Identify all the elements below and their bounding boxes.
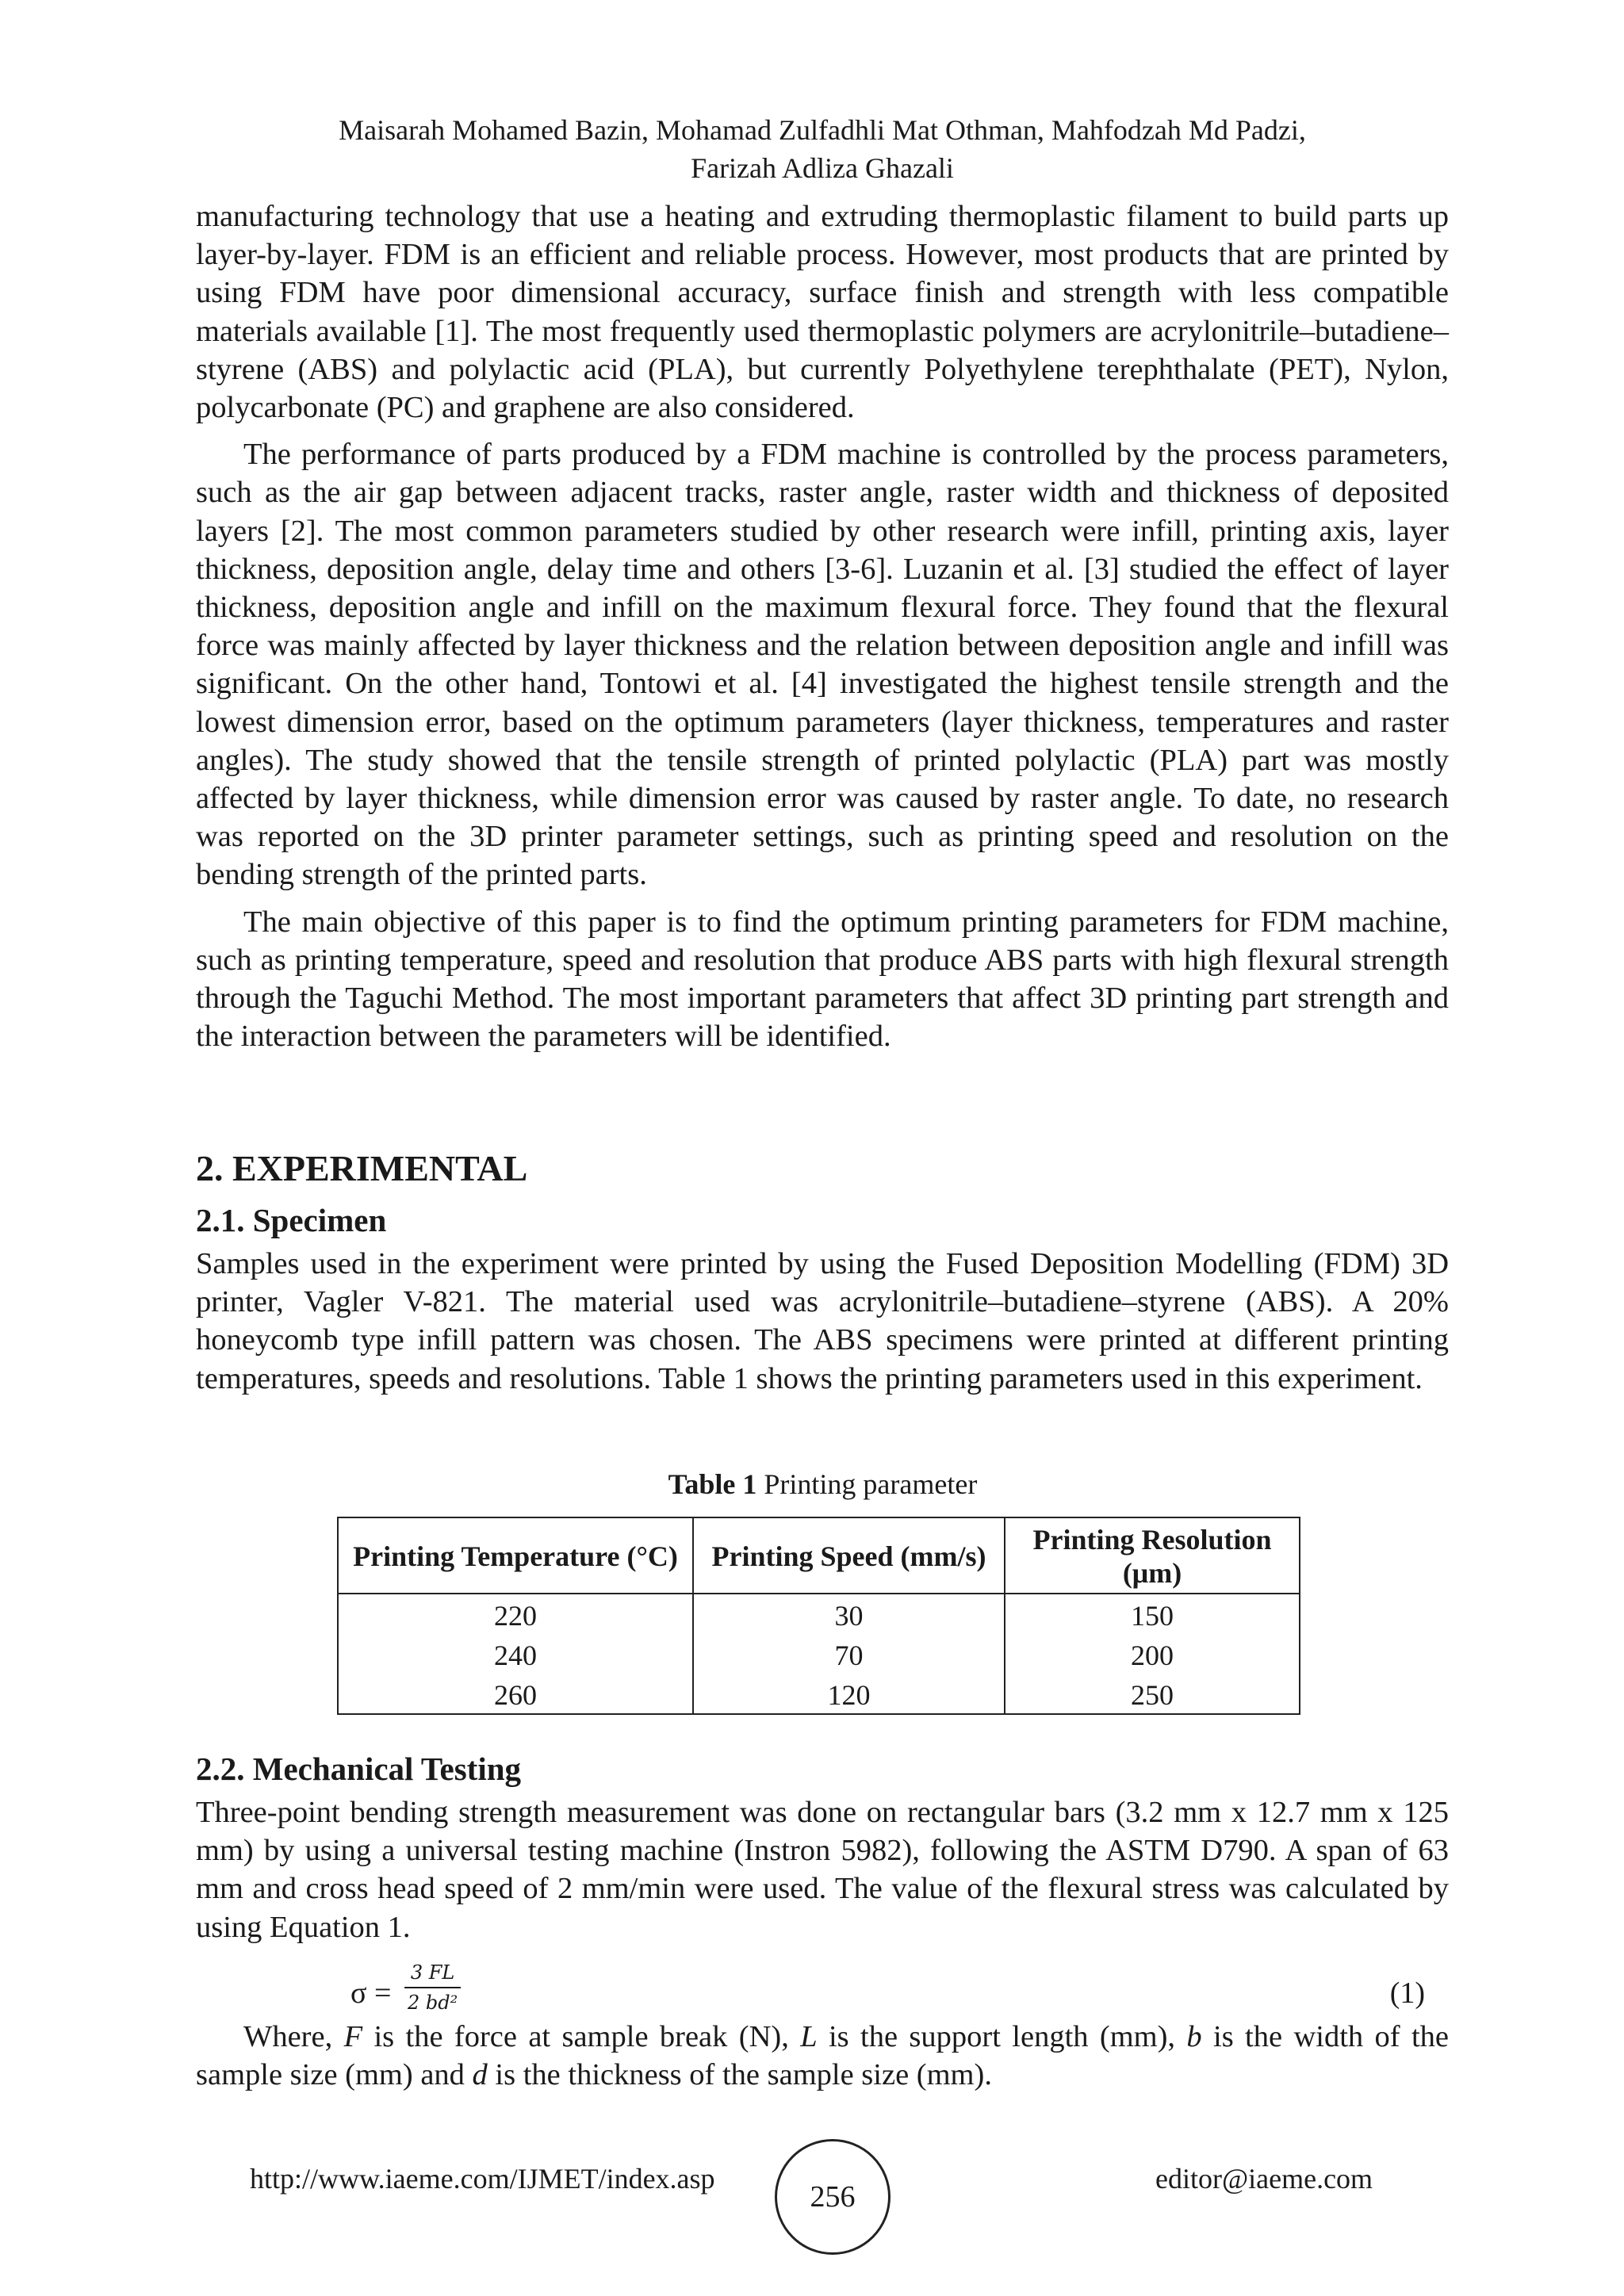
where-text: is the thickness of the sample size (mm). (487, 2058, 992, 2092)
table-caption-text: Printing parameter (756, 1468, 978, 1500)
authors-line-2: Farizah Adliza Ghazali (691, 152, 954, 184)
section-heading-experimental: 2. EXPERIMENTAL (196, 1148, 528, 1188)
where-text: Where, (243, 2020, 344, 2053)
table-cell: 200 (1005, 1634, 1300, 1674)
subsection-heading-mechanical-testing: 2.2. Mechanical Testing (196, 1751, 522, 1787)
table-cell: 250 (1005, 1674, 1300, 1714)
intro-paragraph-2: The performance of parts produced by a FDM machine is controlled by the process parameters, such as the air gap between adjacent tracks, raster angle, raster width and thickness of deposited layers [2]. The most common parameters studied by other research were infill, printing axis, layer thickness, deposition angle, delay time and others [3-6]. Luzanin et al. [3] studied the effect of layer thickness, deposition angle and infill on the maximum flexural force. They found that the flexural force was mainly affected by layer thickness and the relation between deposition angle and infill was significant. On the other hand, Tontowi et al. [4] investigated the highest tensile strength and the lowest dimension error, based on the optimum parameters (layer thickness, temperatures and raster angles). The study showed that the tensile strength of printed polylactic (PLA) part was mostly affected by layer thickness, while dimension error was caused by raster angle. To date, no research was reported on the 3D printer parameter settings, such as printing speed and resolution on the bending strength of the printed parts. (196, 438, 1449, 892)
table-cell: 240 (338, 1634, 693, 1674)
introduction-body (196, 197, 1449, 1064)
table-cell: 70 (693, 1634, 1005, 1674)
mechanical-testing-body (196, 1793, 1449, 1955)
where-text: is the support length (mm), (817, 2020, 1187, 2053)
var-f: F (343, 2020, 363, 2053)
table-header-cell: Printing Resolution (μm) (1005, 1517, 1300, 1594)
equation-denominator: 2 bd² (408, 1992, 458, 2014)
specimen-body (196, 1245, 1449, 1406)
equation-1 (196, 1961, 1449, 2017)
where-text: is the width of the sample size (mm) and (196, 2020, 1449, 2092)
table-cell: 220 (338, 1594, 693, 1634)
var-d: d (472, 2058, 488, 2092)
table-row (338, 1674, 1300, 1714)
table-header-cell: Printing Speed (mm/s) (693, 1517, 1005, 1594)
page-number: 256 (810, 2180, 856, 2214)
table-row (338, 1634, 1300, 1674)
printing-parameter-table (337, 1517, 1300, 1715)
equation-lhs: σ = (350, 1976, 392, 2010)
authors-line-1: Maisarah Mohamed Bazin, Mohamad Zulfadhli Mat Othman, Mahfodzah Md Padzi, (339, 114, 1306, 146)
footer-email-link[interactable]: editor@iaeme.com (1155, 2163, 1373, 2195)
table-caption (0, 1468, 1624, 1501)
intro-paragraph-1: manufacturing technology that use a heating and extruding thermoplastic filament to build parts up layer-by-layer. FDM is an efficient and reliable process. However, most products that are printed by using FDM have poor dimensional accuracy, surface finish and strength with less compatible materials available [1]. The most frequently used thermoplastic polymers are acrylonitrile–butadiene–styrene (ABS) and polylactic acid (PLA), but currently Polyethylene terephthalate (PET), Nylon, polycarbonate (PC) and graphene are also considered. (196, 200, 1449, 425)
equation-fraction (404, 1961, 461, 2014)
table-cell: 260 (338, 1674, 693, 1714)
intro-paragraph-3: The main objective of this paper is to find the optimum printing parameters for FDM machine, such as printing temperature, speed and resolution that produce ABS parts with high flexural strength through the Taguchi Method. The most important parameters that affect 3D printing part strength and the interaction between the parameters will be identified. (196, 905, 1449, 1054)
table-caption-label: Table 1 (668, 1468, 757, 1500)
equation-number: (1) (1389, 1976, 1425, 2010)
where-paragraph (196, 2018, 1449, 2094)
subsection-heading-specimen: 2.1. Specimen (196, 1202, 387, 1238)
mechanical-testing-paragraph: Three-point bending strength measurement was done on rectangular bars (3.2 mm x 12.7 mm x 125 mm) by using a universal testing machine (Instron 5982), following the ASTM D790. A span of 63 mm and cross head speed of 2 mm/min were used. The value of the flexural stress was calculated by using Equation 1. (196, 1796, 1449, 1944)
table-header-cell: Printing Temperature (°C) (338, 1517, 693, 1594)
running-header-authors (196, 111, 1449, 187)
table-cell: 150 (1005, 1594, 1300, 1634)
fraction-bar (404, 1987, 461, 1988)
var-l: L (800, 2020, 818, 2053)
equation-numerator: 3 FL (410, 1961, 455, 1984)
where-text: is the force at sample break (N), (362, 2020, 801, 2053)
page-number-badge (775, 2139, 891, 2255)
table-cell: 120 (693, 1674, 1005, 1714)
table-row (338, 1594, 1300, 1634)
table-header-row (338, 1517, 1300, 1594)
table-cell: 30 (693, 1594, 1005, 1634)
specimen-paragraph: Samples used in the experiment were printed by using the Fused Deposition Modelling (FDM) 3D printer, Vagler V-821. The material used was acrylonitrile–butadiene–styrene (ABS). A 20% honeycomb type infill pattern was chosen. The ABS specimens were printed at different printing temperatures, speeds and resolutions. Table 1 shows the printing parameters used in this experiment. (196, 1247, 1449, 1395)
var-b: b (1186, 2020, 1202, 2053)
footer-url-link[interactable]: http://www.iaeme.com/IJMET/index.asp (250, 2163, 715, 2195)
